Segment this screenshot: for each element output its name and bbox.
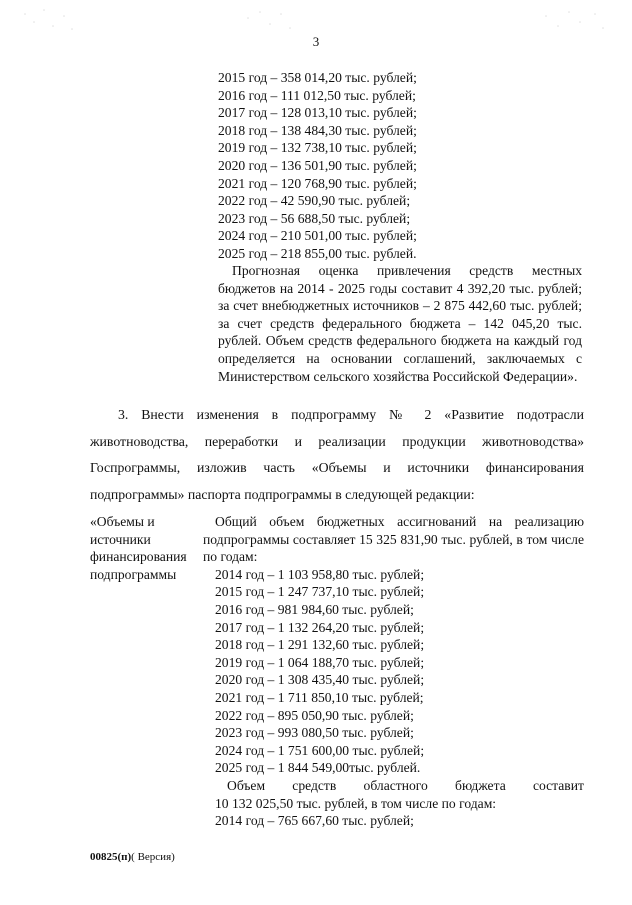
year-line: 2015 год – 1 247 737,10 тыс. рублей; [215, 584, 425, 600]
year-line: 2025 год – 218 855,00 тыс. рублей. [218, 245, 417, 261]
year-line: 2018 год – 138 484,30 тыс. рублей; [218, 122, 417, 138]
table-label-line: источники [90, 531, 151, 547]
year-line: 2020 год – 136 501,90 тыс. рублей; [218, 157, 417, 173]
table-label-line: финансирования [90, 549, 187, 565]
year-line: 2017 год – 1 132 264,20 тыс. рублей; [215, 619, 425, 635]
year-line: 2019 год – 132 738,10 тыс. рублей; [218, 140, 417, 156]
year-line: 2016 год – 111 012,50 тыс. рублей; [218, 87, 416, 103]
year-line: 2021 год – 1 711 850,10 тыс. рублей; [215, 689, 424, 705]
regional-word: Объем [227, 777, 266, 793]
year-line: 2024 год – 1 751 600,00 тыс. рублей; [215, 742, 425, 758]
year-line: 2014 год – 1 103 958,80 тыс. рублей; [215, 566, 425, 582]
year-line: 2023 год – 993 080,50 тыс. рублей; [215, 725, 414, 741]
page-number: 3 [312, 34, 320, 49]
total-years-list [203, 566, 584, 777]
scan-noise-right [540, 4, 610, 34]
forecast-paragraph-block [218, 262, 582, 385]
table-label-line: подпрограммы [90, 566, 177, 582]
forecast-paragraph: Прогнозная оценка привлечения средств местных бюджетов на 2014 - 2025 годы составит 4 392,20 тыс. рублей; за счет внебюджетных источников – 2 875 442,60 тыс. рублей; за счет средств федерального бюджета – 142 045,20 тыс. рублей. Объем средств федерального бюджета на каждый год определяется на основании соглашений, заключаемых с Министерством сельского хозяйства Российской Федерации». [218, 263, 582, 384]
year-line: 2019 год – 1 064 188,70 тыс. рублей; [215, 654, 425, 670]
year-line: 2018 год – 1 291 132,60 тыс. рублей; [215, 637, 425, 653]
year-line: 2015 год – 358 014,20 тыс. рублей; [218, 70, 417, 85]
scan-noise-center [240, 4, 300, 34]
regional-line-1 [203, 777, 584, 795]
regional-word: областного [363, 777, 428, 793]
regional-line-2: 10 132 025,50 тыс. рублей, в том числе по годам: [215, 795, 497, 811]
year-line: 2022 год – 42 590,90 тыс. рублей; [218, 193, 411, 209]
regional-word: бюджета [455, 777, 506, 793]
scan-noise-left [20, 4, 80, 34]
footer [90, 851, 175, 863]
regional-word: составит [532, 777, 584, 793]
year-line: 2024 год – 210 501,00 тыс. рублей; [218, 228, 417, 244]
footer-suffix: ( Версия) [131, 851, 175, 863]
year-line: 2025 год – 1 844 549,00тыс. рублей. [215, 760, 421, 776]
footer-code: 00825(п) [90, 851, 132, 863]
year-line: 2021 год – 120 768,90 тыс. рублей; [218, 175, 417, 191]
funding-details [203, 513, 584, 830]
table-label [90, 513, 215, 583]
year-line: 2016 год – 981 984,60 тыс. рублей; [215, 601, 414, 617]
regional-word: средств [292, 777, 337, 793]
year-line: 2023 год – 56 688,50 тыс. рублей; [218, 210, 411, 226]
total-intro: Общий объем бюджетных ассигнований на реализацию подпрограммы составляет 15 325 831,90 тыс. рублей, в том числе по годам: [203, 514, 584, 565]
top-years-list [218, 69, 588, 263]
amendment-paragraph: 3. Внести изменения в подпрограмму № 2 «Развитие подотрасли животноводства, переработки и реализации продукции животноводства» Госпрограммы, изложив часть «Объемы и источники финансирования подпрограммы» паспорта подпрограммы в следующей редакции: [90, 407, 584, 502]
table-label-line: «Объемы и [90, 514, 155, 529]
year-line: 2020 год – 1 308 435,40 тыс. рублей; [215, 672, 425, 688]
regional-budget-intro [203, 777, 584, 812]
year-line: 2017 год – 128 013,10 тыс. рублей; [218, 105, 417, 121]
amendment-block [90, 402, 584, 508]
year-line: 2022 год – 895 050,90 тыс. рублей; [215, 707, 414, 723]
regional-years-list [203, 812, 584, 830]
year-line: 2014 год – 765 667,60 тыс. рублей; [215, 813, 414, 829]
